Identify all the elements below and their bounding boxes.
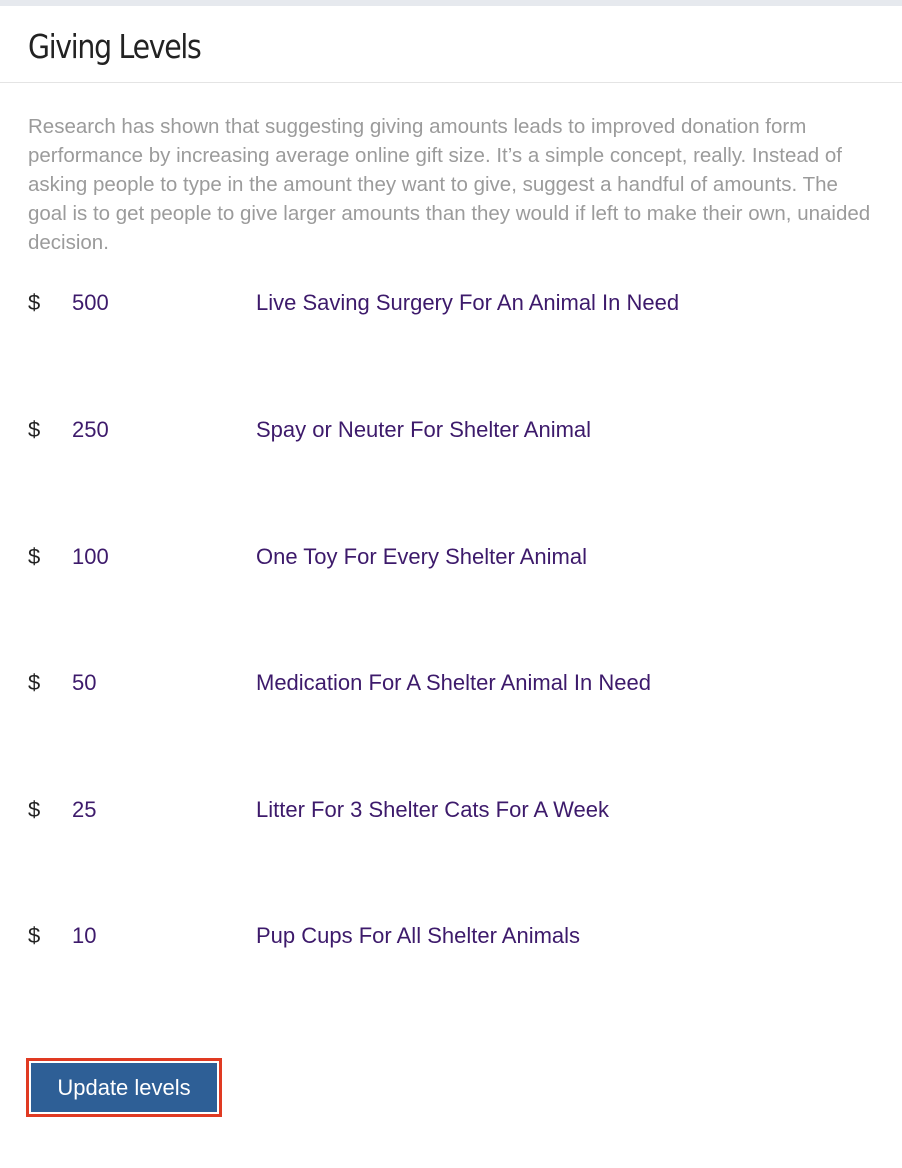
level-description[interactable]: Spay or Neuter For Shelter Animal	[256, 417, 592, 442]
giving-level-row[interactable]	[0, 663, 902, 703]
currency-symbol: $	[28, 923, 41, 948]
level-description[interactable]: Medication For A Shelter Animal In Need	[256, 670, 651, 695]
level-description[interactable]: Litter For 3 Shelter Cats For A Week	[256, 797, 609, 822]
level-amount[interactable]: 500	[72, 290, 109, 315]
giving-level-row[interactable]	[0, 790, 902, 830]
level-amount[interactable]: 25	[72, 797, 97, 822]
panel-description: Research has shown that suggesting giving amounts leads to improved donation form performance by increasing average online gift size. It’s a simple concept, really. Instead of asking people to type in the amount they want to give, suggest a handful of amounts. The goal is to get people to give larger amounts than they would if left to make their own, unaided decision.	[28, 115, 871, 254]
update-levels-button[interactable]	[26, 1058, 222, 1117]
level-amount[interactable]: 250	[72, 417, 109, 442]
currency-symbol: $	[28, 544, 41, 569]
update-levels-label: Update levels	[31, 1063, 217, 1112]
currency-symbol: $	[28, 417, 41, 442]
level-description[interactable]: One Toy For Every Shelter Animal	[256, 544, 587, 569]
currency-symbol: $	[28, 797, 41, 822]
level-description[interactable]: Live Saving Surgery For An Animal In Need	[256, 290, 680, 315]
level-description[interactable]: Pup Cups For All Shelter Animals	[256, 923, 581, 948]
panel-header	[0, 6, 902, 83]
page-title: Giving Levels	[28, 27, 201, 66]
level-amount[interactable]: 10	[72, 923, 97, 948]
currency-symbol: $	[28, 670, 41, 695]
level-amount[interactable]: 100	[72, 544, 109, 569]
level-amount[interactable]: 50	[72, 670, 97, 695]
giving-level-row[interactable]	[0, 916, 902, 956]
giving-level-row[interactable]	[0, 410, 902, 450]
currency-symbol: $	[28, 290, 41, 315]
giving-level-row[interactable]	[0, 537, 902, 577]
giving-level-row[interactable]	[0, 283, 902, 323]
